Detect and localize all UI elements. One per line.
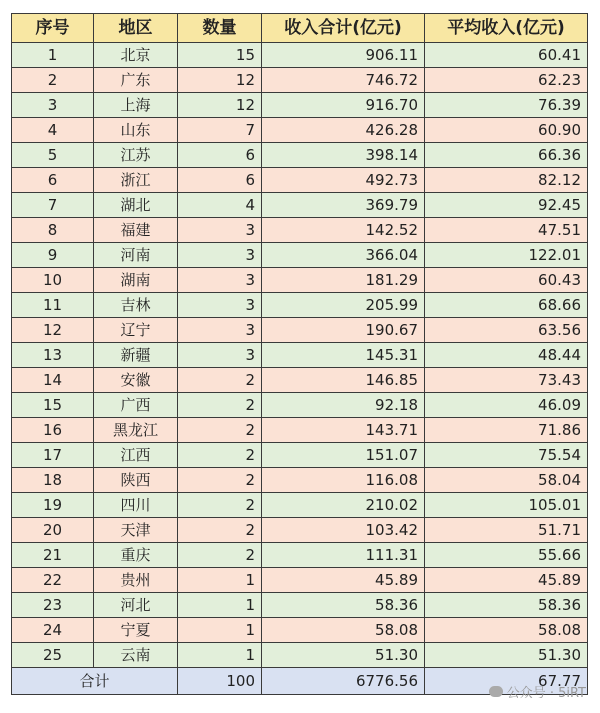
cell-index: 24: [12, 618, 94, 643]
table-row: [12, 218, 588, 243]
cell-index: 19: [12, 493, 94, 518]
cell-count: 2: [178, 468, 262, 493]
cell-index: 21: [12, 543, 94, 568]
cell-count: 3: [178, 218, 262, 243]
cell-index: 6: [12, 168, 94, 193]
total-label: 合计: [12, 668, 178, 695]
cell-count: 1: [178, 568, 262, 593]
wechat-icon: [489, 686, 503, 697]
cell-average: 47.51: [425, 218, 588, 243]
cell-region: 河南: [94, 243, 178, 268]
table-row: [12, 143, 588, 168]
cell-region: 新疆: [94, 343, 178, 368]
cell-income: 190.67: [262, 318, 425, 343]
cell-count: 1: [178, 643, 262, 668]
cell-count: 15: [178, 43, 262, 68]
table-row: [12, 193, 588, 218]
cell-count: 7: [178, 118, 262, 143]
cell-income: 116.08: [262, 468, 425, 493]
cell-index: 10: [12, 268, 94, 293]
table-row: [12, 93, 588, 118]
cell-average: 63.56: [425, 318, 588, 343]
table-row: [12, 318, 588, 343]
cell-count: 3: [178, 243, 262, 268]
cell-index: 11: [12, 293, 94, 318]
cell-region: 江西: [94, 443, 178, 468]
cell-index: 23: [12, 593, 94, 618]
header-average-income: 平均收入(亿元): [425, 14, 588, 43]
cell-index: 20: [12, 518, 94, 543]
cell-average: 92.45: [425, 193, 588, 218]
header-row: [12, 14, 588, 43]
cell-income: 58.36: [262, 593, 425, 618]
cell-region: 吉林: [94, 293, 178, 318]
table-row: [12, 418, 588, 443]
cell-index: 18: [12, 468, 94, 493]
cell-region: 广东: [94, 68, 178, 93]
table-body: [12, 43, 588, 668]
cell-count: 1: [178, 618, 262, 643]
header-region: 地区: [94, 14, 178, 43]
cell-average: 55.66: [425, 543, 588, 568]
table-row: [12, 368, 588, 393]
cell-region: 云南: [94, 643, 178, 668]
cell-average: 68.66: [425, 293, 588, 318]
cell-average: 60.43: [425, 268, 588, 293]
header-count: 数量: [178, 14, 262, 43]
header-income-total: 收入合计(亿元): [262, 14, 425, 43]
cell-index: 22: [12, 568, 94, 593]
cell-count: 6: [178, 143, 262, 168]
cell-region: 辽宁: [94, 318, 178, 343]
cell-income: 145.31: [262, 343, 425, 368]
cell-count: 3: [178, 268, 262, 293]
cell-index: 7: [12, 193, 94, 218]
cell-income: 142.52: [262, 218, 425, 243]
cell-region: 湖北: [94, 193, 178, 218]
cell-average: 46.09: [425, 393, 588, 418]
cell-average: 75.54: [425, 443, 588, 468]
cell-index: 25: [12, 643, 94, 668]
cell-index: 13: [12, 343, 94, 368]
cell-index: 3: [12, 93, 94, 118]
total-average: 67.77: [425, 668, 588, 695]
cell-average: 58.08: [425, 618, 588, 643]
table-row: [12, 268, 588, 293]
cell-average: 48.44: [425, 343, 588, 368]
cell-income: 426.28: [262, 118, 425, 143]
cell-average: 60.90: [425, 118, 588, 143]
cell-region: 安徽: [94, 368, 178, 393]
cell-average: 58.36: [425, 593, 588, 618]
cell-region: 浙江: [94, 168, 178, 193]
cell-region: 江苏: [94, 143, 178, 168]
cell-income: 210.02: [262, 493, 425, 518]
cell-average: 45.89: [425, 568, 588, 593]
cell-index: 8: [12, 218, 94, 243]
cell-region: 天津: [94, 518, 178, 543]
table-row: [12, 543, 588, 568]
cell-average: 58.04: [425, 468, 588, 493]
cell-index: 14: [12, 368, 94, 393]
cell-region: 湖南: [94, 268, 178, 293]
cell-average: 71.86: [425, 418, 588, 443]
cell-region: 重庆: [94, 543, 178, 568]
cell-count: 3: [178, 318, 262, 343]
table-row: [12, 168, 588, 193]
cell-count: 3: [178, 343, 262, 368]
cell-region: 河北: [94, 593, 178, 618]
header-index: 序号: [12, 14, 94, 43]
cell-index: 12: [12, 318, 94, 343]
cell-region: 上海: [94, 93, 178, 118]
cell-income: 151.07: [262, 443, 425, 468]
cell-region: 四川: [94, 493, 178, 518]
cell-index: 16: [12, 418, 94, 443]
cell-income: 58.08: [262, 618, 425, 643]
cell-region: 黑龙江: [94, 418, 178, 443]
cell-income: 103.42: [262, 518, 425, 543]
cell-count: 12: [178, 93, 262, 118]
cell-region: 北京: [94, 43, 178, 68]
cell-income: 45.89: [262, 568, 425, 593]
cell-count: 12: [178, 68, 262, 93]
cell-average: 105.01: [425, 493, 588, 518]
table-row: [12, 493, 588, 518]
cell-average: 51.30: [425, 643, 588, 668]
table-row: [12, 468, 588, 493]
table-row: [12, 243, 588, 268]
table-row: [12, 68, 588, 93]
cell-index: 15: [12, 393, 94, 418]
cell-average: 66.36: [425, 143, 588, 168]
table-row: [12, 343, 588, 368]
cell-income: 143.71: [262, 418, 425, 443]
table-row: [12, 518, 588, 543]
cell-average: 62.23: [425, 68, 588, 93]
cell-count: 1: [178, 593, 262, 618]
table-row: [12, 393, 588, 418]
cell-count: 2: [178, 393, 262, 418]
cell-average: 51.71: [425, 518, 588, 543]
income-table: [11, 13, 588, 695]
cell-count: 2: [178, 493, 262, 518]
table-row: [12, 118, 588, 143]
total-income: 6776.56: [262, 668, 425, 695]
cell-index: 9: [12, 243, 94, 268]
cell-count: 4: [178, 193, 262, 218]
cell-region: 山东: [94, 118, 178, 143]
cell-average: 82.12: [425, 168, 588, 193]
table-row: [12, 643, 588, 668]
cell-region: 陕西: [94, 468, 178, 493]
table-row: [12, 443, 588, 468]
table-row: [12, 593, 588, 618]
cell-count: 2: [178, 518, 262, 543]
cell-region: 广西: [94, 393, 178, 418]
cell-count: 2: [178, 418, 262, 443]
cell-income: 906.11: [262, 43, 425, 68]
cell-income: 398.14: [262, 143, 425, 168]
total-count: 100: [178, 668, 262, 695]
cell-index: 17: [12, 443, 94, 468]
cell-average: 73.43: [425, 368, 588, 393]
cell-count: 2: [178, 368, 262, 393]
cell-region: 宁夏: [94, 618, 178, 643]
cell-income: 111.31: [262, 543, 425, 568]
cell-income: 146.85: [262, 368, 425, 393]
cell-income: 51.30: [262, 643, 425, 668]
cell-index: 2: [12, 68, 94, 93]
cell-income: 181.29: [262, 268, 425, 293]
cell-index: 4: [12, 118, 94, 143]
cell-income: 492.73: [262, 168, 425, 193]
cell-income: 746.72: [262, 68, 425, 93]
watermark-text: 公众号 · 5iRT: [506, 686, 586, 701]
table-row: [12, 293, 588, 318]
cell-income: 366.04: [262, 243, 425, 268]
watermark: [489, 682, 586, 701]
cell-count: 3: [178, 293, 262, 318]
cell-income: 916.70: [262, 93, 425, 118]
cell-count: 2: [178, 443, 262, 468]
cell-income: 205.99: [262, 293, 425, 318]
cell-count: 6: [178, 168, 262, 193]
cell-average: 60.41: [425, 43, 588, 68]
table-row: [12, 618, 588, 643]
cell-index: 5: [12, 143, 94, 168]
cell-index: 1: [12, 43, 94, 68]
cell-average: 122.01: [425, 243, 588, 268]
cell-income: 92.18: [262, 393, 425, 418]
table-row: [12, 43, 588, 68]
cell-count: 2: [178, 543, 262, 568]
cell-region: 福建: [94, 218, 178, 243]
cell-average: 76.39: [425, 93, 588, 118]
cell-income: 369.79: [262, 193, 425, 218]
cell-region: 贵州: [94, 568, 178, 593]
table-row: [12, 568, 588, 593]
